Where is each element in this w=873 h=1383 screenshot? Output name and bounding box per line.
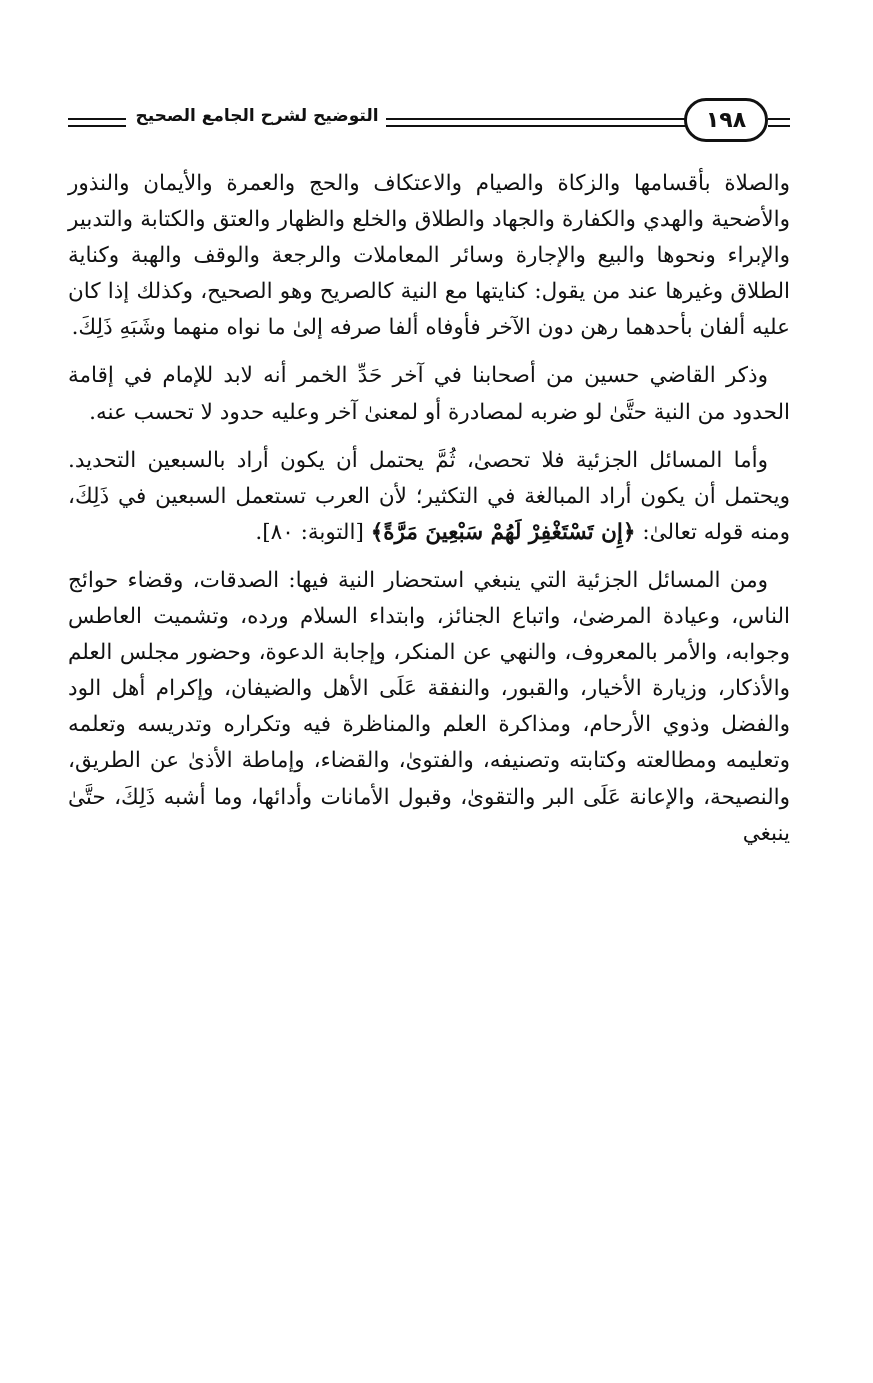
paragraph-4 (68, 563, 790, 852)
paragraph-3 (68, 443, 790, 551)
paragraph-2 (68, 358, 790, 430)
running-header (68, 96, 790, 148)
header-rule-middle (386, 118, 686, 128)
paragraph-3-text: وأما المسائل الجزئية فلا تحصىٰ، ثُمَّ يحتمل أن يكون أراد بالسبعين التحديد. ويحتمل أن يكون أراد المبالغة في التكثير؛ لأن العرب تستعمل السبعين في ذَلِكَ، ومنه قوله تعالىٰ: (68, 447, 790, 545)
page-number: ١٩٨ (684, 98, 768, 142)
paragraph-2-text: وذكر القاضي حسين من أصحابنا في آخر حَدِّ الخمر أنه لابد للإمام في إقامة الحدود من النية حتَّىٰ لو ضربه لمصادرة أو لمعنىٰ آخر وعليه حدود لا تحسب عنه. (68, 363, 790, 425)
body-text (68, 166, 790, 852)
verse-citation: [التوبة: ٨٠]. (255, 519, 371, 545)
quran-verse: ﴿إِن تَسْتَغْفِرْ لَهُمْ سَبْعِينَ مَرَّةً﴾ (370, 519, 636, 545)
paragraph-1-text: والصلاة بأقسامها والزكاة والصيام والاعتكاف والحج والعمرة والأيمان والنذور والأضحية والهدي والكفارة والجهاد والطلاق والخلع والظهار والعتق والكتابة والتدبير والإبراء ونحوها والبيع والإجارة وسائر المعاملات والرجعة والوقف والهبة وكناية الطلاق وغيرها عند من يقول: كنايتها مع النية كالصريح وهو الصحيح، وكذلك إذا كان عليه ألفان بأحدهما رهن دون الآخر فأوفاه ألفا صرفه إلىٰ ما نواه منهما وشَبَهِ ذَلِكَ. (68, 171, 790, 341)
running-title: التوضيح لشرح الجامع الصحيح (135, 106, 379, 126)
paragraph-4-text: ومن المسائل الجزئية التي ينبغي استحضار النية فيها: الصدقات، وقضاء حوائج الناس، وعيادة المرضىٰ، واتباع الجنائز، وابتداء السلام ورده، وتشميت العاطس وجوابه، والأمر بالمعروف، والنهي عن المنكر، وإجابة الدعوة، وحضور مجلس العلم والأذكار، وزيارة الأخيار، والقبور، والنفقة عَلَى الأهل والضيفان، وإكرام أهل الود والفضل وذوي الأرحام، ومذاكرة العلم والمناظرة فيه وتكراره وتدريسه وتعلمه وتعليمه ومطالعته وكتابته وتصنيفه، والفتوىٰ، والقضاء، وإماطة الأذىٰ عن الطريق، والنصيحة، والإعانة عَلَى البر والتقوىٰ، وقبول الأمانات وأدائها، وما أشبه ذَلِكَ، حتَّىٰ ينبغي (68, 567, 790, 846)
header-rule-right (768, 118, 790, 128)
header-rule-left (68, 118, 126, 128)
paragraph-1 (68, 166, 790, 346)
